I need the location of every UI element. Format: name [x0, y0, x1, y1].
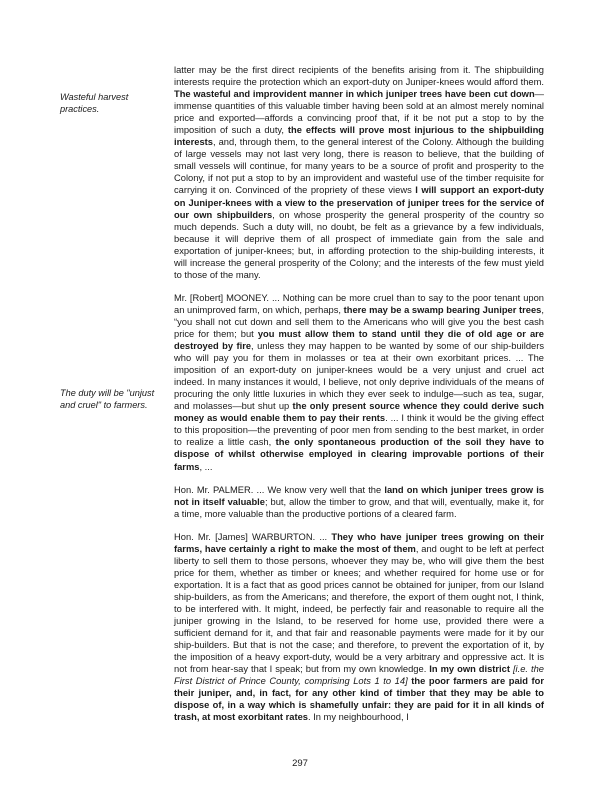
- text-run: latter may be the first direct recipients of the benefits arising from it. The shipbuilding interests require the protection which an export-duty on Juniper-knees would afford them.: [174, 65, 544, 88]
- bold-run: the only present source whence they could derive such money as would enable them to pay their rents: [174, 401, 545, 424]
- paragraph-4: [174, 531, 544, 724]
- text-run: , unless they may happen to be wanted by some of our ship-builders who will pay you for them in molasses or tea at their own exorbitant prices. ... The imposition of an export-duty on juniper-knees would be a very unjust and cruel act indeed. In many instances it would, I believe, not only deprive individuals of the means of procuring the only little luxuries in which they ever seek to indulge—such as tea, sugar, and molasses—but shut up: [174, 341, 544, 412]
- bold-run: The wasteful and improvident manner in which juniper trees have been cut down: [174, 89, 535, 100]
- text-run: , ...: [199, 461, 213, 472]
- bold-run: the effects will prove most injurious to the shipbuilding interests: [174, 125, 544, 148]
- margin-note-wasteful: Wasteful harvest practices.: [60, 92, 129, 114]
- text-run: —immense quantities of this valuable timber having been sold at an almost merely nominal price and exported—affords a convincing proof that, if it be not put a stop to by the imposition of such a duty,: [174, 89, 544, 136]
- paragraph-2: [174, 292, 544, 473]
- margin-note-duty: The duty will be "unjust and cruel" to farmers.: [60, 388, 155, 410]
- bold-run: the poor farmers are paid for their juniper, and, in fact, for any other kind of timber that they may be able to dispose of, in a way which is shamefully unfair: they are paid for it in all kinds of trash, at most exorbitant rates: [174, 676, 544, 723]
- bold-run: I will support an export-duty on Juniper-knees with a view to the preservation of juniper trees for the service of our own shipbuilders: [174, 185, 544, 220]
- paragraph-1: [174, 64, 544, 281]
- text-run: ; but, allow the timber to grow, and that will, eventually, make it, for a time, more valuable than the productive portions of a cleared farm.: [174, 496, 544, 519]
- text-run: Hon. Mr. [James] WARBURTON. ...: [174, 531, 332, 542]
- page-number: 297: [292, 758, 308, 769]
- bold-run: land on which juniper trees grow is not in itself valuable: [174, 484, 544, 507]
- bold-run: In my own district: [429, 664, 513, 675]
- paragraph-3: [174, 484, 544, 520]
- bold-run: They who have juniper trees growing on their farms, have certainly a right to make the most of them: [174, 531, 544, 554]
- text-run: , on whose prosperity the general prosperity of the country so much depends. Such a duty will, no doubt, be felt as a grievance by a few individuals, because it will deprive them of all prospect of immediate gain from the sale and exportation of juniper-knees; but, in affording protection to the ship-building interests, it will increase the general prosperity of the Colony; and the interests of the few must yield to those of the many.: [174, 209, 544, 280]
- bold-run: you must allow them to stand until they die of old age or are destroyed by fire: [174, 328, 544, 352]
- text-run: , and ought to be left at perfect liberty to sell them to those persons, whoever they may be, who will give them the best price for them, whether as timber or knees; and whether required for home use or for exportation. It is a fact that as good prices cannot be obtained for juniper, from our Island ship-builders, as from the Americans; and therefore, the export of them ought not, I think, to be interfered with. It might, indeed, be perfectly fair and reasonable to require all the juniper growing in the Island, to be reserved for home use, provided there were a sufficient demand for it, and that fair and reasonable payments were made for it by our ship-builders. But that is not the case; and therefore, to prevent the exportation of it, by the imposition of a heavy export-duty, would be a very arbitrary and oppressive act. It is not from hear-say that I speak; but from my own knowledge.: [174, 543, 545, 675]
- bold-run: the only spontaneous production of the soil they have to dispose of whilst otherwise employed in clearing improvable portions of their farms: [174, 437, 544, 472]
- text-run: Mr. [Robert] MOONEY. ... Nothing can be more cruel than to say to the poor tenant upon an unimproved farm, on which, perhaps,: [174, 292, 544, 315]
- text-run: . In my neighbourhood, I: [307, 712, 409, 723]
- bold-run: there may be a swamp bearing Juniper trees: [343, 304, 542, 315]
- italic-run: [i.e. the First District of Prince County, comprising Lots 1 to 14]: [174, 664, 545, 687]
- text-run: , and, through them, to the general interest of the Colony. Although the building of large vessels may not last very long, there is reason to believe, that the building of small vessels will continue, for many years to be a source of profit and prosperity to the Colony, if not put a stop to by an improvident and wasteful use of the timber requisite for carrying it on. Convinced of the propriety of these views: [174, 137, 544, 196]
- text-run: Hon. Mr. PALMER. ... We know very well that the: [174, 484, 385, 495]
- text-run: , “you shall not cut down and sell them to the Americans who will give you the best cash price for them; but: [174, 304, 544, 339]
- text-run: . ... I think it would be the giving effect to this proposition—the preventing of poor men from sending to the best market, in order to realize a little cash,: [174, 413, 544, 448]
- main-text: [174, 64, 544, 734]
